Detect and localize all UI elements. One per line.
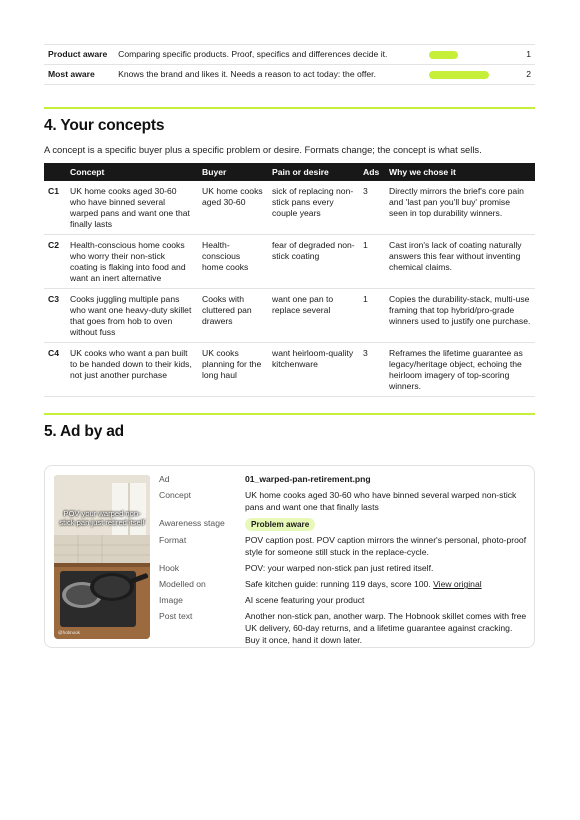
concept-ads-count: 3 <box>359 342 385 396</box>
concepts-intro: A concept is a specific buyer plus a specific problem or desire. Formats change; the concept is what sells. <box>44 144 482 156</box>
meta-row-modelled <box>159 579 529 591</box>
concept-pain: want one pan to replace several <box>268 288 359 342</box>
concept-text: UK cooks who want a pan built to be handed down to their kids, not just another purchase <box>66 342 198 396</box>
concept-ads-count: 1 <box>359 234 385 288</box>
ad-filename: 01_warped-pan-retirement.png <box>245 474 371 484</box>
concept-buyer: UK home cooks aged 30-60 <box>198 181 268 235</box>
meta-label-hook: Hook <box>159 563 180 574</box>
concept-pain: sick of replacing non-stick pans every couple years <box>268 181 359 235</box>
awareness-stage-name: Most aware <box>44 65 114 85</box>
concept-text: Cooks juggling multiple pans who want one heavy-duty skillet that goes from hob to oven without fuss <box>66 288 198 342</box>
ad-thumbnail-image <box>54 475 150 639</box>
concept-text: Health-conscious home cooks who worry their non-stick coating is flaking into food and want an inert alternative <box>66 234 198 288</box>
concept-id: C1 <box>44 181 66 235</box>
concept-why: Cast iron's lack of coating naturally answers this fear without inventing chemical claims. <box>385 234 535 288</box>
awareness-table <box>44 44 535 85</box>
ad-concept: UK home cooks aged 30-60 who have binned several warped non-stick pans and want one that finally lasts <box>245 490 517 512</box>
meta-label-image: Image <box>159 595 183 606</box>
col-header-pain: Pain or desire <box>268 163 359 181</box>
awareness-row <box>44 45 535 65</box>
concept-ads-count: 1 <box>359 288 385 342</box>
meta-row-format <box>159 535 529 558</box>
ad-post-text: Another non-stick pan, another warp. The Hobnook skillet comes with free UK delivery, 60-day returns, and a lifetime guarantee against cracking. Buy it once, hand it down later. <box>245 611 527 645</box>
col-header-why: Why we chose it <box>385 163 535 181</box>
col-header-ads: Ads <box>359 163 385 181</box>
meta-label-awareness: Awareness stage <box>159 517 225 528</box>
section-divider <box>44 413 535 415</box>
awareness-stage-desc: Knows the brand and likes it. Needs a reason to act today: the offer. <box>114 65 425 85</box>
awareness-stage-desc: Comparing specific products. Proof, specifics and differences decide it. <box>114 45 425 65</box>
concept-pain: fear of degraded non-stick coating <box>268 234 359 288</box>
meta-label-post: Post text <box>159 611 193 622</box>
meta-row-concept <box>159 490 529 513</box>
col-header-id <box>44 163 66 181</box>
concepts-header-row <box>44 163 535 181</box>
concept-id: C2 <box>44 234 66 288</box>
meta-row-ad <box>159 474 529 486</box>
awareness-row <box>44 65 535 85</box>
section-divider <box>44 107 535 109</box>
ad-hook: POV: your warped non-stick pan just retired itself. <box>245 563 434 574</box>
concept-buyer: UK cooks planning for the long haul <box>198 342 268 396</box>
meta-label-format: Format <box>159 535 187 546</box>
ads-heading: 5. Ad by ad <box>44 422 124 440</box>
awareness-bar <box>429 51 459 59</box>
view-original-link[interactable]: View original <box>433 579 482 590</box>
awareness-badge: Problem aware <box>245 518 315 531</box>
concept-id: C3 <box>44 288 66 342</box>
meta-label-ad: Ad <box>159 474 170 484</box>
thumbnail-caption: POV your warped non-stick pan just retired itself <box>59 509 145 527</box>
concept-why: Copies the durability-stack, multi-use framing that top hybrid/pro-grade winners used to justify one purchase. <box>385 288 535 342</box>
meta-row-hook <box>159 563 529 575</box>
col-header-buyer: Buyer <box>198 163 268 181</box>
ad-format: POV caption post. POV caption mirrors the winner's personal, photo-proof style for someone still stuck in the replace-cycle. <box>245 535 527 557</box>
concept-row <box>44 181 535 235</box>
concept-why: Directly mirrors the brief's core pain and 'last pan you'll buy' promise seen in top durability winners. <box>385 181 535 235</box>
meta-label-modelled: Modelled on <box>159 579 206 590</box>
concept-pain: want heirloom-quality kitchenware <box>268 342 359 396</box>
awareness-count: 1 <box>515 45 535 65</box>
meta-row-image <box>159 595 529 607</box>
meta-row-post <box>159 611 529 646</box>
concepts-table <box>44 163 535 397</box>
concept-id: C4 <box>44 342 66 396</box>
concept-buyer: Cooks with cluttered pan drawers <box>198 288 268 342</box>
awareness-bar <box>429 71 489 79</box>
ad-image-desc: AI scene featuring your product <box>245 595 365 606</box>
ad-meta <box>159 474 529 651</box>
meta-label-concept: Concept <box>159 490 192 501</box>
ad-thumbnail[interactable] <box>54 475 150 639</box>
concept-text: UK home cooks aged 30-60 who have binned several warped pans and want one that finally lasts <box>66 181 198 235</box>
meta-row-awareness <box>159 518 529 531</box>
concepts-heading: 4. Your concepts <box>44 117 165 135</box>
concept-why: Reframes the lifetime guarantee as legacy/heritage object, echoing the heirloom imagery of top-scoring winners. <box>385 342 535 396</box>
col-header-concept: Concept <box>66 163 198 181</box>
ad-card <box>44 465 535 648</box>
thumbnail-watermark: @hobnook <box>58 630 80 635</box>
awareness-stage-name: Product aware <box>44 45 114 65</box>
concept-row <box>44 288 535 342</box>
report-page <box>44 0 535 441</box>
awareness-count: 2 <box>515 65 535 85</box>
concept-buyer: Health-conscious home cooks <box>198 234 268 288</box>
concept-row <box>44 234 535 288</box>
concept-row <box>44 342 535 396</box>
ad-modelled-on: Safe kitchen guide: running 119 days, score 100. <box>245 579 431 590</box>
concept-ads-count: 3 <box>359 181 385 235</box>
